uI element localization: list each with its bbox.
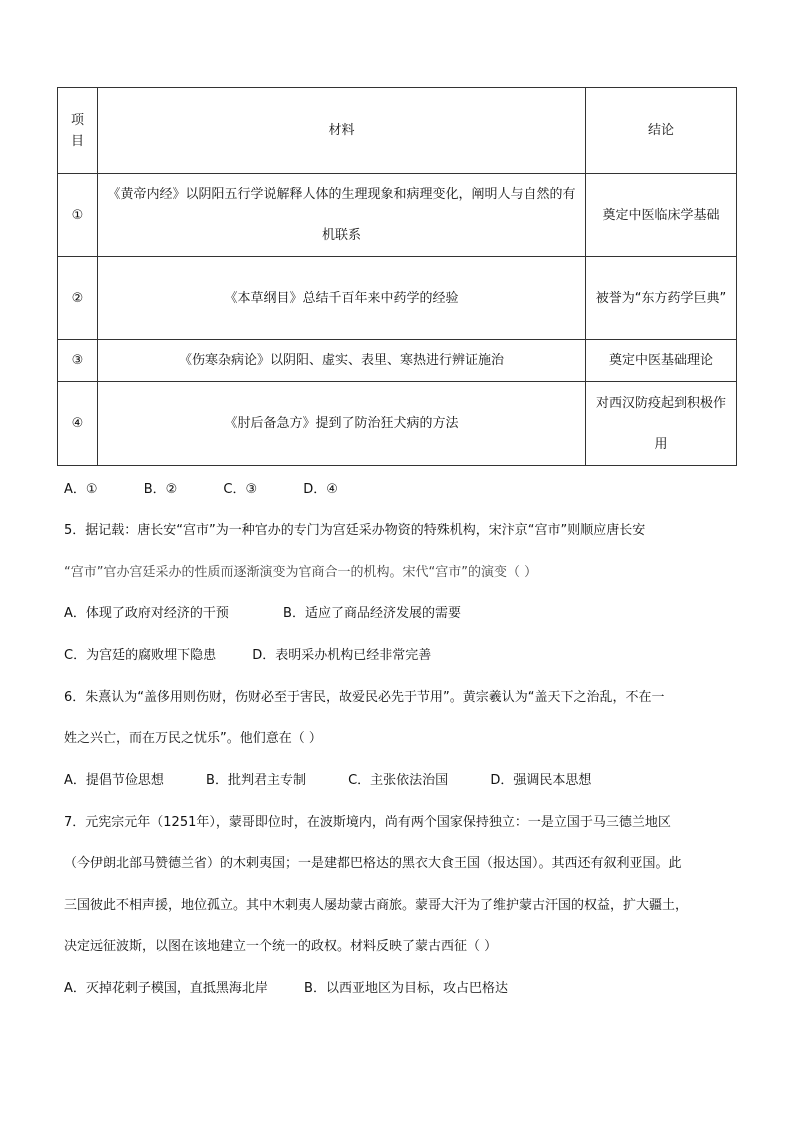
q5-stem-line1: 5．据记载：唐长安“宫市”为一种官办的专门为宫廷采办物资的特殊机构，宋汴京“宫市”则顺应唐长安 (64, 523, 646, 538)
q5-options-row1 (64, 602, 461, 621)
q4-option-d[interactable]: D．④ (303, 482, 338, 497)
q5-option-c[interactable]: C．为宫廷的腐败埋下隐患 (64, 648, 217, 663)
q4-options (64, 478, 338, 497)
q5-option-a[interactable]: A．体现了政府对经济的干预 (64, 606, 229, 621)
q5-stem-line2: “宫市”官办宫廷采办的性质而逐渐演变为官商合一的机构。宋代“宫市”的演变（ ） (64, 565, 538, 580)
q7-stem-line1: 7．元宪宗元年（1251年），蒙哥即位时，在波斯境内，尚有两个国家保持独立：一是立国于马三德兰地区 (64, 815, 671, 830)
row-conclusion: 奠定中医基础理论 (586, 340, 737, 382)
table-row (58, 340, 737, 382)
q5-option-d[interactable]: D．表明采办机构已经非常完善 (252, 648, 432, 663)
header-conclusion: 结论 (586, 88, 737, 174)
header-item: 项 目 (58, 88, 98, 174)
row-item: ④ (58, 382, 98, 466)
row-item: ③ (58, 340, 98, 382)
row-conclusion: 被誉为“东方药学巨典” (586, 257, 737, 340)
q6-stem-line1: 6．朱熹认为“盖侈用则伤财，伤财必至于害民，故爱民必先于节用”。黄宗羲认为“盖天下之治乱，不在一 (64, 690, 665, 705)
header-material: 材料 (98, 88, 586, 174)
row-item: ② (58, 257, 98, 340)
row-conclusion: 奠定中医临床学基础 (586, 174, 737, 257)
table-row (58, 382, 737, 466)
q7-option-b[interactable]: B．以西亚地区为目标，攻占巴格达 (304, 981, 508, 996)
table-row (58, 257, 737, 340)
q4-option-a[interactable]: A．① (64, 482, 98, 497)
row-material: 《肘后备急方》提到了防治狂犬病的方法 (98, 382, 586, 466)
q7-stem-line3: 三国彼此不相声援，地位孤立。其中木剌夷人屡劫蒙古商旅。蒙哥大汗为了维护蒙古汗国的权益，扩大疆土， (64, 898, 689, 913)
q7-option-a[interactable]: A．灭掉花剌子模国，直抵黑海北岸 (64, 981, 268, 996)
q6-option-b[interactable]: B．批判君主专制 (206, 773, 306, 788)
q6-option-c[interactable]: C．主张依法治国 (348, 773, 449, 788)
materials-table (57, 87, 737, 466)
q7-stem-line2: （今伊朗北部马赞德兰省）的木剌夷国；一是建都巴格达的黑衣大食王国（报达国）。其西还有叙利亚国。此 (64, 856, 682, 871)
q4-option-c[interactable]: C．③ (223, 482, 258, 497)
q6-option-d[interactable]: D．强调民本思想 (490, 773, 592, 788)
q4-option-b[interactable]: B．② (143, 482, 178, 497)
row-conclusion: 对西汉防疫起到积极作用 (586, 382, 737, 466)
q6-option-a[interactable]: A．提倡节俭思想 (64, 773, 164, 788)
q5-option-b[interactable]: B．适应了商品经济发展的需要 (283, 606, 461, 621)
q5-options-row2 (64, 644, 431, 663)
row-material: 《本草纲目》总结千百年来中药学的经验 (98, 257, 586, 340)
table-row (58, 174, 737, 257)
row-material: 《黄帝内经》以阴阳五行学说解释人体的生理现象和病理变化，阐明人与自然的有机联系 (98, 174, 586, 257)
row-item: ① (58, 174, 98, 257)
q6-stem-line2: 姓之兴亡，而在万民之忧乐”。他们意在（ ） (64, 731, 322, 746)
q6-options (64, 769, 591, 788)
q7-stem-line4: 决定远征波斯，以图在该地建立一个统一的政权。材料反映了蒙古西征（ ） (64, 939, 498, 954)
table-header-row (58, 88, 737, 174)
q7-options (64, 977, 508, 996)
row-material: 《伤寒杂病论》以阴阳、虚实、表里、寒热进行辨证施治 (98, 340, 586, 382)
